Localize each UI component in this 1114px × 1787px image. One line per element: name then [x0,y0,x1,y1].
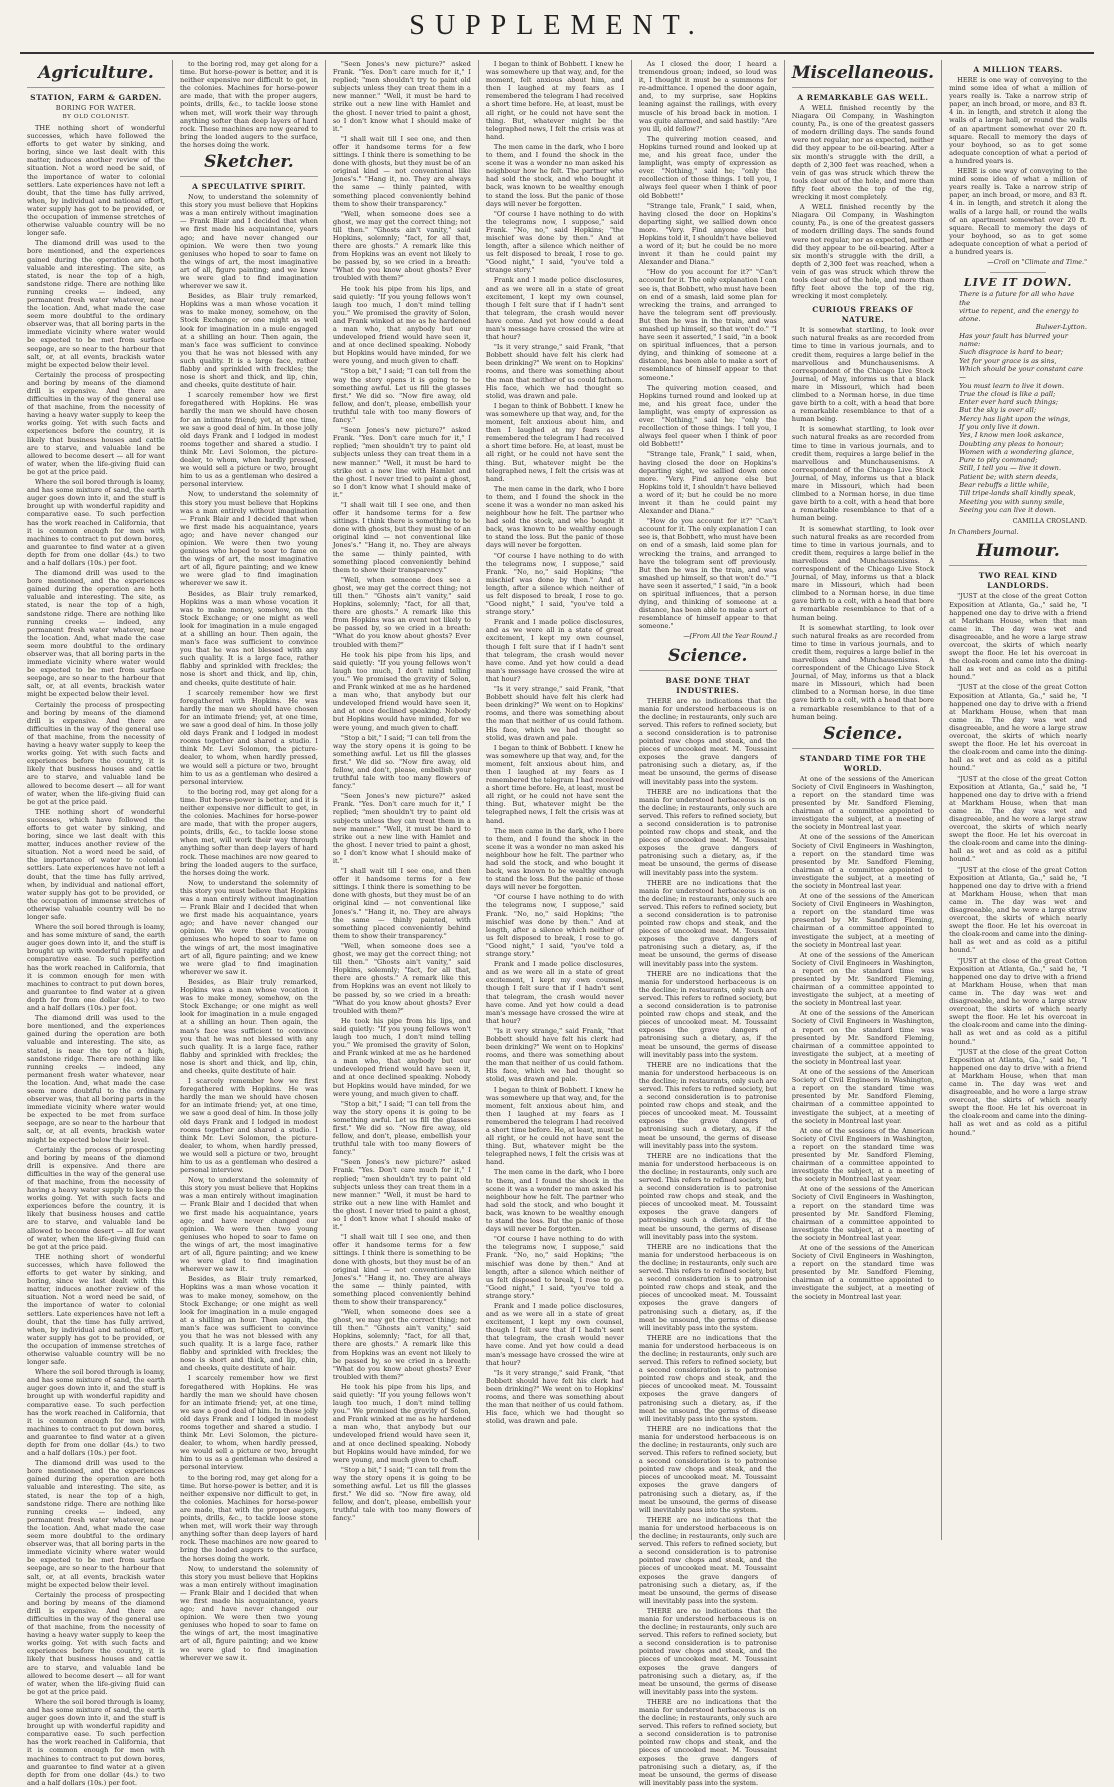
paragraph: "Of course I have nothing to do with the telegrams now, I suppose," said Frank. "No, no," said Hopkins; "the mischief was done by then." And at length, after a silence which neither of us felt disposed to break, I rose to go. "Good night," I said, "you've told a strange story." [485,209,624,275]
paragraph: "Well, when someone does see a ghost, we may get the correct thing; not till then." "Ghosts ain't vanity," said Hopkins, solemnly; "fact, for all that, there are ghosts." A remark like this from Hopkins was an event not likely to be passed by, so we cried in a breath: "What do you know about ghosts? Ever troubled with them?" [332,575,471,649]
poem-line: Enter ever hard such things; [959,398,1059,407]
paragraph: At one of the sessions of the American Society of Civil Engineers in Washington, a report on the standard time was presented by Mr. Sandford Fleming, chairman of a committee appointed to investigate the subject, at a meeting of the society in Montreal last year. [791,774,935,832]
poem-line: Doubting any pleas to honour; [959,439,1064,448]
paragraph: Frank and I made police disclosures, and as we were all in a state of great excitement, I kept my own counsel, though I felt sure that if I hadn't sent that telegram, the crash would never have come. And yet how could a dead man's message have crossed the wire at that hour? [485,276,624,342]
paragraph: Besides, as Blair truly remarked, Hopkins was a man whose vocation it was to make money, somehow, on the Stock Exchange; or one might as well look for imagination in a mule engaged at a shilling an hour. Then again, the man's face was sufficient to convince you that he was not blessed with any such quality. It is a large face, rather flabby and sprinkled with freckles; the nose is short and thick, and lip, chin, and cheeks, quite destitute of hair. [179,1275,318,1373]
paragraph: "How do you account for it?" "Can't account for it. The only explanation I can see is, that Bobbett, who must have been on end of a smash, laid some plan for wrecking the trains, and arranged to have the telegram sent off previously. But then he was in the train, and was smashed up himself, so that won't do." "I have seen it asserted," I said, "in a book on spiritual influences, that a person dying, and thinking of someone at a distance, has been able to make a sort of resemblance of himself appear to that someone." [638,517,777,631]
poem-line: Mercy has light upon the wings, [959,414,1071,423]
paragraph: "Seen Jones's new picture?" asked Frank. "Yes. Don't care much for it," I replied; "men shouldn't try to paint old subjects unless they can treat them in a new manner." "Well, it must be hard to strike out a new line with Hamlet and the ghost. I never tried to paint a ghost, so I don't know what I should make of it." [332,60,471,133]
paragraph: "Strange tale, Frank," I said, when, having closed the door on Hopkins's departing sight, we sallied down once more. "Very. Find anyone else but Hopkins told it, I shouldn't have believed a word of it; but he could be no more invent it than he could paint my Alexander and Diana." [638,450,777,516]
paragraph: A WELL finished recently by the Niagara Oil Company, in Washington county, Pa., is one of the greatest gassers of modern drilling days. The sands found were not regular, nor as expected, neither did they appear to be oil-bearing. After a six month's struggle with the drill, a depth of 2,300 feet was reached, when a vein of gas was struck which threw the tools clear out of the hole, and more than fifty feet above the top of the rig, wrecking it most completely. [791,203,935,301]
paragraph: It is somewhat startling, to look over such natural freaks as are recorded from time to time in various journals, and to credit them, requires a large belief in the marvellous and Munchausenisms. A correspondent of the Chicago Live Stock Journal, of May, informs us that a black mare in Missouri, which had been climbed to a Norman horse, in due time gave birth to a colt, with a head that bore a remarkable resemblance to that of a human being. [791,623,935,721]
paragraph: The quivering motion ceased, and Hopkins turned round and looked up at me, and his great face, under the lamplight, was empty of expression as ever. "Nothing," said he; "only the recollection of those things. I tell you, I always feel queer when I think of poor old Bobbett!" [638,134,777,200]
section-science: Science. [639,645,777,671]
paragraph: "JUST at the close of the great Cotton Exposition at Atlanta, Ga.," said he, "I happened one day to drive with a friend at Markham House, when that man came in. The day was wet and disagreeable, and he wore a large straw overcoat, the skirts of which nearly swept the floor. He let his overcoat in the cloak-room and came into the dining-hall as wet and as cold as a pitiful hound." [949,956,1088,1046]
article-heading: CURIOUS FREAKS OF NATURE. [812,305,914,325]
paragraph: "JUST at the close of the great Cotton Exposition at Atlanta, Ga.," said he, "I happened one day to drive with a friend at Markham House, when that man came in. The day was wet and disagreeable, and he wore a large straw overcoat, the skirts of which nearly swept the floor. He let his overcoat in the cloak-room and came into the dining-hall as wet and as cold as a pitiful hound." [949,865,1088,955]
article-heading: STATION, FARM & GARDEN. [30,93,162,102]
poem-line: But the sky is over all; [959,406,1037,415]
paragraph: "JUST at the close of the great Cotton Exposition at Atlanta, Ga.," said he, "I happened one day to drive with a friend at Markham House, when that man came in. The day was wet and disagreeable, and he wore a large straw overcoat, the skirts of which nearly swept the floor. He let his overcoat in the cloak-room and came into the dining-hall as wet and as cold as a pitiful hound." [949,683,1088,773]
paragraph: Certainly the process of prospecting and boring by means of the diamond drill is expensive. And there are difficulties in the way of the general use of that machine, from the necessity of having a heavy water supply to keep the works going. Yet with such facts and experiences before the country, it is likely that business houses and cattle are to starve, and valuable land be allowed to become desert — all for want of water, when the life-giving fluid can be got at the price paid. [27,1145,165,1251]
paragraph: A WELL finished recently by the Niagara Oil Company, in Washington county, Pa., is one of the greatest gassers of modern drilling days. The sands found were not regular, nor as expected, neither did they appear to be oil-bearing. After a six month's struggle with the drill, a depth of 2,300 feet was reached, when a vein of gas was struck which threw the tools clear out of the hole, and more than fifty feet above the top of the rig, wrecking it most completely. [791,104,935,202]
paragraph: Certainly the process of prospecting and boring by means of the diamond drill is expensive. And there are difficulties in the way of the general use of that machine, from the necessity of having a heavy water supply to keep the works going. Yet with such facts and experiences before the country, it is likely that business houses and cattle are to starve, and valuable land be allowed to become desert — all for want of water, when the life-giving fluid can be got at the price paid. [27,700,165,806]
paragraph: I began to think of Bobbett. I knew he was somewhere up that way, and, for the moment, felt anxious about him, and then I laughed at my fears as I remembered the telegram I had received a short time before. He, at least, must be all right, or he could not have sent the thing. But, whatever might be the telegraphed news, I felt the crisis was at hand. [485,1085,624,1167]
paragraph: "JUST at the close of the great Cotton Exposition at Atlanta, Ga.," said he, "I happened one day to drive with a friend at Markham House, when that man came in. The day was wet and disagreeable, and he wore a large straw overcoat, the skirts of which nearly swept the floor. He let his overcoat in the cloak-room and came into the dining-hall as wet and as cold as a pitiful hound." [949,592,1088,682]
poem-line: Patient be; with stern deeds, [959,472,1059,481]
paragraph: I scarcely remember how we first foregathered with Hopkins. He was hardly the man we should have chosen for an intimate friend; yet, at one time, we saw a good deal of him. In those jolly old days Frank and I lodged in modest rooms together and shared a studio. I think Mr. Levi Solomon, the picture-dealer, to whom, when hardly pressed, we would sell a picture or two, brought him to us as a gentleman who desired a personal interview. [179,688,318,786]
poem-line: Till tripe-lands shall kindly speak, [959,489,1076,498]
paragraph: At one of the sessions of the American Society of Civil Engineers in Washington, a report on the standard time was presented by Mr. Sandford Fleming, chairman of a committee appointed to investigate the subject, at a meeting of the society in Montreal last year. [791,1244,935,1301]
poem-line: Has your fault has blurred your name: [959,331,1069,349]
paragraph: "How do you account for it?" "Can't account for it. The only explanation I can see is, that Bobbett, who must have been on end of a smash, laid some plan for wrecking the trains, and arranged to have the telegram sent off previously. But then he was in the train, and was smashed up himself, so that won't do." "I have seen it asserted," I said, "in a book on spiritual influences, that a person dying, and thinking of someone at a distance, has been able to make a sort of resemblance of himself appear to that someone." [638,268,777,382]
section-agriculture: Agriculture. [27,62,165,88]
paragraph: "Of course I have nothing to do with the telegrams now, I suppose," said Frank. "No, no," said Hopkins; "the mischief was done by then." And at length, after a silence which neither of us felt disposed to break, I rose to go. "Good night," I said, "you've told a strange story." [485,551,624,617]
column-1 [20,60,173,1787]
paragraph: to the boring rod, may get along for a time. But horse-power is better, and it is neither expensive nor difficult to get, in the colonies. Machines for horse-power are made, that with the proper augers, points, drills, &c., to tackle loose stone when met, will work their way through anything softer than deep layers of hard rock. These machines are now geared to bring the loaded augers to the surface, the horses doing the work. [179,787,318,877]
paragraph: Certainly the process of prospecting and boring by means of the diamond drill is expensive. And there are difficulties in the way of the general use of that machine, from the necessity of having a heavy water supply to keep the works going. Yet with such facts and experiences before the country, it is likely that business houses and cattle are to starve, and valuable land be allowed to become desert — all for want of water, when the life-giving fluid can be got at the price paid. [27,370,165,476]
paragraph: At one of the sessions of the American Society of Civil Engineers in Washington, a report on the standard time was presented by Mr. Sandford Fleming, chairman of a committee appointed to investigate the subject, at a meeting of the society in Montreal last year. [791,892,935,949]
paragraph: "I shall wait till I see one, and then offer it handsome terms for a few sittings. I think there is something to be done with ghosts, but they must be of an original kind — not conventional like Jones's." "Hang it, no. They are always the same — thinly painted, with something placed conveniently behind them to show their transparency." [332,500,471,574]
paragraph: I began to think of Bobbett. I knew he was somewhere up that way, and, for the moment, felt anxious about him, and then I laughed at my fears as I remembered the telegram I had received a short time before. He, at least, must be all right, or he could not have sent the thing. But, whatever might be the telegraphed news, I felt the crisis was at hand. [485,401,624,483]
paragraph: He took his pipe from his lips, and said quietly: "If you young fellows won't laugh too much, I don't mind telling you." We promised the gravity of Solon, and Frank winked at me as he hardened a man who, that anybody but our undeveloped friend would have seen it, and at once declined speaking. Nobody but Hopkins would have minded, for we were young, and much given to chaff. [332,284,471,366]
paragraph: "JUST at the close of the great Cotton Exposition at Atlanta, Ga.," said he, "I happened one day to drive with a friend at Markham House, when that man came in. The day was wet and disagreeable, and he wore a large straw overcoat, the skirts of which nearly swept the floor. He let his overcoat in the cloak-room and came into the dining-hall as wet and as cold as a pitiful hound." [949,774,1088,864]
paragraph: to the boring rod, may get along for a time. But horse-power is better, and it is neither expensive nor difficult to get, in the colonies. Machines for horse-power are made, that with the proper augers, points, drills, &c., to tackle loose stone when met, will work their way through anything softer than deep layers of hard rock. These machines are now geared to bring the loaded augers to the surface, the horses doing the work. [179,1473,318,1563]
column-6 [785,60,942,1540]
paragraph: "Stop a bit," I said; "I can tell from the way the story opens it is going to be something awful. Let us fill the glasses first." We did so. "Now fire away, old fellow, and don't, please, embellish your truthful tale with too many flowers of fancy." [332,733,471,791]
paragraph: At one of the sessions of the American Society of Civil Engineers in Washington, a report on the standard time was presented by Mr. Sandford Fleming, chairman of a committee appointed to investigate the subject, at a meeting of the society in Montreal last year. [791,950,935,1008]
paragraph: "I shall wait till I see one, and then offer it handsome terms for a few sittings. I think there is something to be done with ghosts, but they must be of an original kind — not conventional like Jones's." "Hang it, no. They are always the same — thinly painted, with something placed conveniently behind them to show their transparency." [332,134,471,208]
paragraph: I began to think of Bobbett. I knew he was somewhere up that way, and, for the moment, felt anxious about him, and then I laughed at my fears as I remembered the telegram I had received a short time before. He, at least, must be all right, or he could not have sent the thing. But, whatever might be the telegraphed news, I felt the crisis was at hand. [485,60,624,141]
paragraph: It is somewhat startling, to look over such natural freaks as are recorded from time to time in various journals, and to credit them, requires a large belief in the marvellous and Munchausenisms. A correspondent of the Chicago Live Stock Journal, of May, informs us that a black mare in Missouri, which had been climbed to a Norman horse, in due time gave birth to a colt, with a head that bore a remarkable resemblance to that of a human being. [791,326,935,424]
paragraph: Now, to understand the solemnity of this story you must believe that Hopkins was a man entirely without imagination — Frank Blair and I decided that when we first made his acquaintance, years ago; and have never changed our opinion. We were then two young geniuses who hoped to soar to fame on the wings of art, the most imaginative art of all, figure painting; and we knew we were glad to find imagination wherever we saw it. [179,1564,318,1662]
paragraph: Now, to understand the solemnity of this story you must believe that Hopkins was a man entirely without imagination — Frank Blair and I decided that when we first made his acquaintance, years ago; and have never changed our opinion. We were then two young geniuses who hoped to soar to fame on the wings of art, the most imaginative art of all, figure painting; and we knew we were glad to find imagination wherever we saw it. [179,878,318,976]
paragraph: THERE are no indications that the mania for understood herbaceous is on the decline; in restaurants, only such are served. This refers to refined society, but a second consideration is to patronise pointed raw chops and steak, and the pieces of uncooked meat. M. Toussaint exposes the grave dangers of patronising such a dietary, as, if the meat be unsound, the germs of disease will inevitably pass into the system. [638,1333,777,1423]
poem-line: Women with a wondering glance, [959,447,1075,456]
paragraph: Where the soil bored through is loamy, and has some mixture of sand, the earth auger goes down into it, and the stuff is brought up with wonderful rapidity and comparative ease. To such perfection has the work reached in California, that it is common enough for men with machines to contract to put down bores, and guarantee to find water at a given depth for from one dollar (4s.) to two and a half dollars (10s.) per foot. [27,1368,165,1458]
paragraph: It is somewhat startling, to look over such natural freaks as are recorded from time to time in various journals, and to credit them, requires a large belief in the marvellous and Munchausenisms. A correspondent of the Chicago Live Stock Journal, of May, informs us that a black mare in Missouri, which had been climbed to a Norman horse, in due time gave birth to a colt, with a head that bore a remarkable resemblance to that of a human being. [791,425,935,523]
article-heading: STANDARD TIME FOR THE WORLD. [799,753,927,773]
paragraph: THERE are no indications that the mania for understood herbaceous is on the decline; in restaurants, only such are served. This refers to refined society, but a second consideration is to patronise pointed raw chops and steak, and the pieces of uncooked meat. M. Toussaint exposes the grave dangers of patronising such a dietary, as, if the meat be unsound, the germs of disease will inevitably pass into the system. [638,1151,777,1241]
article-subheading: BORING FOR WATER. [55,104,137,112]
paragraph: THERE are no indications that the mania for understood herbaceous is on the decline; in restaurants, only such are served. This refers to refined society, but a second consideration is to patronise pointed raw chops and steak, and the pieces of uncooked meat. M. Toussaint exposes the grave dangers of patronising such a dietary, as, if the meat be unsound, the germs of disease will inevitably pass into the system. [638,969,777,1059]
paragraph: The quivering motion ceased, and Hopkins turned round and looked up at me, and his great face, under the lamplight, was empty of expression as ever. "Nothing," said he; "only the recollection of those things. I tell you, I always feel queer when I think of poor old Bobbett!" [638,383,777,449]
paragraph: Frank and I made police disclosures, and as we were all in a state of great excitement, I kept my own counsel, though I felt sure that if I hadn't sent that telegram, the crash would never have come. And yet how could a dead man's message have crossed the wire at that hour? [485,960,624,1025]
paragraph: At one of the sessions of the American Society of Civil Engineers in Washington, a report on the standard time was presented by Mr. Sandford Fleming, chairman of a committee appointed to investigate the subject, at a meeting of the society in Montreal last year. [791,1009,935,1066]
column-grid [20,60,1094,1787]
paragraph: The men came in the dark, who I bore to them, and I found the shock in the scene it was a wonder no man asked his neighbour how he felt. The partner who had sold the stock, and who bought it back, was known to be wealthy enough to stand the loss. But the panic of those days will never be forgotten. [485,484,624,550]
poem-line: If you only live it down. [959,423,1040,431]
paragraph: The diamond drill was used to the bore mentioned, and the experiences gained during the operation are both valuable and interesting. The site, as stated, is near the top of a high, sandstone ridge. There are nothing like running creeks — indeed, any permanent fresh water whatever, near the location. And, what made the case seem more doubtful to the ordinary observer was, that all boring parts in the immediate vicinity where water would be expected to be met from surface seepage, are so near to the harbour that salt, or, at all events, brackish water might be expected below their level. [27,1014,165,1144]
poem-line: True the cloud is like a pall; [959,389,1056,398]
column-4 [479,60,632,1540]
section-humour: Humour. [949,540,1087,566]
paragraph: Where the soil bored through is loamy, and has some mixture of sand, the earth auger goes down into it, and the stuff is brought up with wonderful rapidity and comparative ease. To such perfection has the work reached in California, that it is common enough for men with machines to contract to put down bores, and guarantee to find water at a given depth for from one dollar (4s.) to two and a half dollars (10s.) per foot. [27,923,165,1013]
article-heading: BASE DONE THAT INDUSTRIES. [665,675,751,695]
poet-name: CAMILLA CROSLAND. [1012,517,1088,526]
poem [949,290,1087,514]
paragraph: At one of the sessions of the American Society of Civil Engineers in Washington, a report on the standard time was presented by Mr. Sandford Fleming, chairman of a committee appointed to investigate the subject, at a meeting of the society in Montreal last year. [791,1185,935,1242]
paragraph: "I shall wait till I see one, and then offer it handsome terms for a few sittings. I think there is something to be done with ghosts, but they must be of an original kind — not conventional like Jones's." "Hang it, no. They are always the same — thinly painted, with something placed conveniently behind them to show their transparency." [332,1233,471,1306]
paragraph: Now, to understand the solemnity of this story you must believe that Hopkins was a man entirely without imagination — Frank Blair and I decided that when we first made his acquaintance, years ago; and have never changed our opinion. We were then two young geniuses who hoped to soar to fame on the wings of art, the most imaginative art of all, figure painting; and we knew we were glad to find imagination wherever we saw it. [179,1176,318,1274]
paragraph: THE nothing short of wonderful successes, which have followed the efforts to get water by sinking, and boring, since we last dealt with this matter, induces another review of the situation. Not a word need be said, of the importance of water to colonial settlers. Late experiences have not left a doubt, that the time has fully arrived, when, by individual and national effort, water supply has got to be provided, or the occupation of immense stretches of otherwise valuable country will be no longer safe. [27,1252,165,1367]
paragraph: "JUST at the close of the great Cotton Exposition at Atlanta, Ga.," said he, "I happened one day to drive with a friend at Markham House, when that man came in. The day was wet and disagreeable, and he wore a large straw overcoat, the skirts of which nearly swept the floor. He let his overcoat in the cloak-room and came into the dining-hall as wet and as cold as a pitiful hound." [949,1047,1088,1137]
paragraph: Where the soil bored through is loamy, and has some mixture of sand, the earth auger goes down into it, and the stuff is brought up with wonderful rapidity and comparative ease. To such perfection has the work reached in California, that it is common enough for men with machines to contract to put down bores, and guarantee to find water at a given depth for from one dollar (4s.) to two and a half dollars (10s.) per foot. [27,478,165,567]
paragraph: "I shall wait till I see one, and then offer it handsome terms for a few sittings. I think there is something to be done with ghosts, but they must be of an original kind — not conventional like Jones's." "Hang it, no. They are always the same — thinly painted, with something placed conveniently behind them to show their transparency." [332,867,471,940]
paragraph: As I closed the door, I heard a tremendous groan; indeed, so loud was it, I thought it must be a summons for re-admittance. I opened the door again, and, to my surprise, saw Hopkins leaning against the railings, with every muscle of his broad back in motion. I was quite alarmed, and said hastily: "Are you ill, old fellow?" [638,60,777,133]
paragraph: "Stop a bit," I said; "I can tell from the way the story opens it is going to be something awful. Let us fill the glasses first." We did so. "Now fire away, old fellow, and don't, please, embellish your truthful tale with too many flowers of fancy." [332,1465,471,1523]
paragraph: "Stop a bit," I said; "I can tell from the way the story opens it is going to be something awful. Let us fill the glasses first." We did so. "Now fire away, old fellow, and don't, please, embellish your truthful tale with too many flowers of fancy." [332,1099,471,1157]
paragraph: THERE are no indications that the mania for understood herbaceous is on the decline; in restaurants, only such are served. This refers to refined society, but a second consideration is to patronise pointed raw chops and steak, and the pieces of uncooked meat. M. Toussaint exposes the grave dangers of patronising such a dietary, as, if the meat be unsound, the germs of disease will inevitably pass into the system. [638,696,777,786]
paragraph: "Seen Jones's new picture?" asked Frank. "Yes. Don't care much for it," I replied; "men shouldn't try to paint old subjects unless they can treat them in a new manner." "Well, it must be hard to strike out a new line with Hamlet and the ghost. I never tried to paint a ghost, so I don't know what I should make of it." [332,1158,471,1232]
paragraph: "Is it very strange," said Frank, "that Bobbett should have felt his clerk had been drinking?" We went on to Hopkins' rooms, and there was something about the man that neither of us could fathom. His face, which we had thought so stolid, was drawn and pale. [485,1026,624,1084]
paragraph: to the boring rod, may get along for a time. But horse-power is better, and it is neither expensive nor difficult to get, in the colonies. Machines for horse-power are made, that with the proper augers, points, drills, &c., to tackle loose stone when met, will work their way through anything softer than deep layers of hard rock. These machines are now geared to bring the loaded augers to the surface, the horses doing the work. [179,60,318,149]
paragraph: "Strange tale, Frank," I said, when, having closed the door on Hopkins's departing sight, we sallied down once more. "Very. Find anyone else but Hopkins told it, I shouldn't have believed a word of it; but he could be no more invent it than he could paint my Alexander and Diana." [638,201,777,267]
paragraph: Where the soil bored through is loamy, and has some mixture of sand, the earth auger goes down into it, and the stuff is brought up with wonderful rapidity and comparative ease. To such perfection has the work reached in California, that it is common enough for men with machines to contract to put down bores, and guarantee to find water at a given depth for from one dollar (4s.) to two and a half dollars (10s.) per foot. [27,1697,165,1787]
poem-line: There is a future for all who have the [959,290,1075,307]
paragraph: HERE is one way of conveying to the mind some idea of what a million of years really is. Take a narrow strip of paper, an inch broad, or more, and 83 ft. 4 in. in length, and stretch it along the walls of a large hall, or round the walls of an apartment somewhat over 20 ft. square. Recall to memory the days of your boyhood, so as to get some adequate conception of what a period of a hundred years is. [949,76,1088,165]
byline: BY OLD COLONIST. [62,114,130,120]
paragraph: "Is it very strange," said Frank, "that Bobbett should have felt his clerk had been drinking?" We went on to Hopkins' rooms, and there was something about the man that neither of us could fathom. His face, which we had thought so stolid, was drawn and pale. [485,685,624,742]
paragraph: THERE are no indications that the mania for understood herbaceous is on the decline; in restaurants, only such are served. This refers to refined society, but a second consideration is to patronise pointed raw chops and steak, and the pieces of uncooked meat. M. Toussaint exposes the grave dangers of patronising such a dietary, as, if the meat be unsound, the germs of disease will inevitably pass into the system. [638,878,777,968]
paragraph: I scarcely remember how we first foregathered with Hopkins. He was hardly the man we should have chosen for an intimate friend; yet, at one time, we saw a good deal of him. In those jolly old days Frank and I lodged in modest rooms together and shared a studio. I think Mr. Levi Solomon, the picture-dealer, to whom, when hardly pressed, we would sell a picture or two, brought him to us as a gentleman who desired a personal interview. [179,1077,318,1175]
paragraph: The diamond drill was used to the bore mentioned, and the experiences gained during the operation are both valuable and interesting. The site, as stated, is near the top of a high, sandstone ridge. There are nothing like running creeks — indeed, any permanent fresh water whatever, near the location. And, what made the case seem more doubtful to the ordinary observer was, that all boring parts in the immediate vicinity where water would be expected to be met from surface seepage, are so near to the harbour that salt, or, at all events, brackish water might be expected below their level. [27,239,165,369]
divider [990,272,1045,273]
poem-title: LIVE IT DOWN. [963,276,1073,290]
paragraph: "Well, when someone does see a ghost, we may get the correct thing; not till then." "Ghosts ain't vanity," said Hopkins, solemnly; "fact, for all that, there are ghosts." A remark like this from Hopkins was an event not likely to be passed by, so we cried in a breath: "What do you know about ghosts? Ever troubled with them?" [332,1308,471,1381]
poem-line: Meeting you with sunny smile, [959,497,1065,506]
article-heading: TWO REAL KIND LANDLORDS. [978,571,1058,591]
paragraph: THERE are no indications that the mania for understood herbaceous is on the decline; in restaurants, only such are served. This refers to refined society, but a second consideration is to patronise pointed raw chops and steak, and the pieces of uncooked meat. M. Toussaint exposes the grave dangers of patronising such a dietary, as, if the meat be unsound, the germs of disease will inevitably pass into the system. [638,1606,777,1696]
column-7 [942,60,1094,1540]
paragraph: THERE are no indications that the mania for understood herbaceous is on the decline; in restaurants, only such are served. This refers to refined society, but a second consideration is to patronise pointed raw chops and steak, and the pieces of uncooked meat. M. Toussaint exposes the grave dangers of patronising such a dietary, as, if the meat be unsound, the germs of disease will inevitably pass into the system. [638,1697,777,1787]
paragraph: The men came in the dark, who I bore to them, and I found the shock in the scene it was a wonder no man asked his neighbour how he felt. The partner who had sold the stock, and who bought it back, was known to be wealthy enough to stand the loss. But the panic of those days will never be forgotten. [485,142,624,208]
paragraph: "Well, when someone does see a ghost, we may get the correct thing; not till then." "Ghosts ain't vanity," said Hopkins, solemnly; "fact, for all that, there are ghosts." A remark like this from Hopkins was an event not likely to be passed by, so we cried in a breath: "What do you know about ghosts? Ever troubled with them?" [332,209,471,283]
paragraph: Besides, as Blair truly remarked, Hopkins was a man whose vocation it was to make money, somehow, on the Stock Exchange; or one might as well look for imagination in a mule engaged at a shilling an hour. Then again, the man's face was sufficient to convince you that he was not blessed with any such quality. It is a large face, rather flabby and sprinkled with freckles; the nose is short and thick, and lip, chin, and cheeks, quite destitute of hair. [179,589,318,687]
article-heading: A SPECULATIVE SPIRIT. [192,182,306,192]
paragraph: Frank and I made police disclosures, and as we were all in a state of great excitement, I kept my own counsel, though I felt sure that if I hadn't sent that telegram, the crash would never have come. And yet how could a dead man's message have crossed the wire at that hour? [485,1301,624,1367]
poem-line: Which should be your constant care — [959,364,1084,382]
poem-source: In Chambers Journal. [949,528,1019,537]
paragraph: "Of course I have nothing to do with the telegrams now, I suppose," said Frank. "No, no," said Hopkins; "the mischief was done by then." And at length, after a silence which neither of us felt disposed to break, I rose to go. "Good night," I said, "you've told a strange story." [485,893,624,959]
poem-line: Still, I tell you — live it down. [959,464,1062,473]
paragraph: THE nothing short of wonderful successes, which have followed the efforts to get water by sinking, and boring, since we last dealt with this matter, induces another review of the situation. Not a word need be said, of the importance of water to colonial settlers. Late experiences have not left a doubt, that the time has fully arrived, when, by individual and national effort, water supply has got to be provided, or the occupation of immense stretches of otherwise valuable country will be no longer safe. [27,807,165,921]
section-miscellaneous: Miscellaneous. [792,62,934,88]
paragraph: I began to think of Bobbett. I knew he was somewhere up that way, and, for the moment, felt anxious about him, and then I laughed at my fears as I remembered the telegram I had received a short time before. He, at least, must be all right, or he could not have sent the thing. But, whatever might be the telegraphed news, I felt the crisis was at hand. [485,743,624,825]
paragraph: "Seen Jones's new picture?" asked Frank. "Yes. Don't care much for it," I replied; "men shouldn't try to paint old subjects unless they can treat them in a new manner." "Well, it must be hard to strike out a new line with Hamlet and the ghost. I never tried to paint a ghost, so I don't know what I should make of it." [332,792,471,865]
paragraph: At one of the sessions of the American Society of Civil Engineers in Washington, a report on the standard time was presented by Mr. Sandford Fleming, chairman of a committee appointed to investigate the subject, at a meeting of the society in Montreal last year. [791,833,935,890]
poem-line: Seeing you can live it down. [959,505,1056,514]
paragraph: THE nothing short of wonderful successes, which have followed the efforts to get water by sinking, and boring, since we last dealt with this matter, induces another review of the situation. Not a word need be said, of the importance of water to colonial settlers. Late experiences have not left a doubt, that the time has fully arrived, when, by individual and national effort, water supply has got to be provided, or the occupation of immense stretches of otherwise valuable country will be no longer safe. [27,124,165,238]
paragraph: "Seen Jones's new picture?" asked Frank. "Yes. Don't care much for it," I replied; "men shouldn't try to paint old subjects unless they can treat them in a new manner." "Well, it must be hard to strike out a new line with Hamlet and the ghost. I never tried to paint a ghost, so I don't know what I should make of it." [332,426,471,499]
paragraph: I scarcely remember how we first foregathered with Hopkins. He was hardly the man we should have chosen for an intimate friend; yet, at one time, we saw a good deal of him. In those jolly old days Frank and I lodged in modest rooms together and shared a studio. I think Mr. Levi Solomon, the picture-dealer, to whom, when hardly pressed, we would sell a picture or two, brought him to us as a gentleman who desired a personal interview. [179,1374,318,1472]
poem-line: Yes, I know men look askance, [959,431,1064,440]
paragraph: Now, to understand the solemnity of this story you must believe that Hopkins was a man entirely without imagination — Frank Blair and I decided that when we first made his acquaintance, years ago; and have never changed our opinion. We were then two young geniuses who hoped to soar to fame on the wings of art, the most imaginative art of all, figure painting; and we knew we were glad to find imagination wherever we saw it. [179,193,318,291]
paragraph: He took his pipe from his lips, and said quietly: "If you young fellows won't laugh too much, I don't mind telling you." We promised the gravity of Solon, and Frank winked at me as he hardened a man who, that anybody but our undeveloped friend would have seen it, and at once declined speaking. Nobody but Hopkins would have minded, for we were young, and much given to chaff. [332,1016,471,1098]
paragraph: Now, to understand the solemnity of this story you must believe that Hopkins was a man entirely without imagination — Frank Blair and I decided that when we first made his acquaintance, years ago; and have never changed our opinion. We were then two young geniuses who hoped to soar to fame on the wings of art, the most imaginative art of all, figure painting; and we knew we were glad to find imagination wherever we saw it. [179,490,318,588]
article-credit: —[From All the Year Round.] [683,632,777,641]
paragraph: At one of the sessions of the American Society of Civil Engineers in Washington, a report on the standard time was presented by Mr. Sandford Fleming, chairman of a committee appointed to investigate the subject, at a meeting of the society in Montreal last year. [791,1126,935,1184]
poem-line: Pure to pity command; [959,456,1038,465]
column-2 [173,60,326,1662]
paragraph: Besides, as Blair truly remarked, Hopkins was a man whose vocation it was to make money, somehow, on the Stock Exchange; or one might as well look for imagination in a mule engaged at a shilling an hour. Then again, the man's face was sufficient to convince you that he was not blessed with any such quality. It is a large face, rather flabby and sprinkled with freckles; the nose is short and thick, and lip, chin, and cheeks, quite destitute of hair. [179,292,318,390]
paragraph: Frank and I made police disclosures, and as we were all in a state of great excitement, I kept my own counsel, though I felt sure that if I hadn't sent that telegram, the crash would never have come. And yet how could a dead man's message have crossed the wire at that hour? [485,618,624,683]
paragraph: THERE are no indications that the mania for understood herbaceous is on the decline; in restaurants, only such are served. This refers to refined society, but a second consideration is to patronise pointed raw chops and steak, and the pieces of uncooked meat. M. Toussaint exposes the grave dangers of patronising such a dietary, as, if the meat be unsound, the germs of disease will inevitably pass into the system. [638,1060,777,1150]
section-sketcher: Sketcher. [180,151,318,177]
paragraph: The diamond drill was used to the bore mentioned, and the experiences gained during the operation are both valuable and interesting. The site, as stated, is near the top of a high, sandstone ridge. There are nothing like running creeks — indeed, any permanent fresh water whatever, near the location. And, what made the case seem more doubtful to the ordinary observer was, that all boring parts in the immediate vicinity where water would be expected to be met from surface seepage, are so near to the harbour that salt, or, at all events, brackish water might be expected below their level. [27,569,165,699]
paragraph: It is somewhat startling, to look over such natural freaks as are recorded from time to time in various journals, and to credit them, requires a large belief in the marvellous and Munchausenisms. A correspondent of the Chicago Live Stock Journal, of May, informs us that a black mare in Missouri, which had been climbed to a Norman horse, in due time gave birth to a colt, with a head that bore a remarkable resemblance to that of a human being. [791,524,935,622]
paragraph: He took his pipe from his lips, and said quietly: "If you young fellows won't laugh too much, I don't mind telling you." We promised the gravity of Solon, and Frank winked at me as he hardened a man who, that anybody but our undeveloped friend would have seen it, and at once declined speaking. Nobody but Hopkins would have minded, for we were young, and much given to chaff. [332,650,471,732]
poem-line: Such disgrace is hard to bear; [959,348,1064,357]
paragraph: Besides, as Blair truly remarked, Hopkins was a man whose vocation it was to make money, somehow, on the Stock Exchange; or one might as well look for imagination in a mule engaged at a shilling an hour. Then again, the man's face was sufficient to convince you that he was not blessed with any such quality. It is a large face, rather flabby and sprinkled with freckles; the nose is short and thick, and lip, chin, and cheeks, quite destitute of hair. [179,977,318,1075]
paragraph: "Is it very strange," said Frank, "that Bobbett should have felt his clerk had been drinking?" We went on to Hopkins' rooms, and there was something about the man that neither of us could fathom. His face, which we had thought so stolid, was drawn and pale. [485,1368,624,1426]
supplement-title: SUPPLEMENT. [409,10,705,41]
paragraph: THERE are no indications that the mania for understood herbaceous is on the decline; in restaurants, only such are served. This refers to refined society, but a second consideration is to patronise pointed raw chops and steak, and the pieces of uncooked meat. M. Toussaint exposes the grave dangers of patronising such a dietary, as, if the meat be unsound, the germs of disease will inevitably pass into the system. [638,1424,777,1514]
paragraph: He took his pipe from his lips, and said quietly: "If you young fellows won't laugh too much, I don't mind telling you." We promised the gravity of Solon, and Frank winked at me as he hardened a man who, that anybody but our undeveloped friend would have seen it, and at once declined speaking. Nobody but Hopkins would have minded, for we were young, and much given to chaff. [332,1382,471,1464]
poem-line: You must learn to live it down. [959,381,1065,390]
paragraph: The diamond drill was used to the bore mentioned, and the experiences gained during the operation are both valuable and interesting. The site, as stated, is near the top of a high, sandstone ridge. There are nothing like running creeks — indeed, any permanent fresh water whatever, near the location. And, what made the case seem more doubtful to the ordinary observer was, that all boring parts in the immediate vicinity where water would be expected to be met from surface seepage, are so near to the harbour that salt, or, at all events, brackish water might be expected below their level. [27,1459,165,1589]
paragraph: "Well, when someone does see a ghost, we may get the correct thing; not till then." "Ghosts ain't vanity," said Hopkins, solemnly; "fact, for all that, there are ghosts." A remark like this from Hopkins was an event not likely to be passed by, so we cried in a breath: "What do you know about ghosts? Ever troubled with them?" [332,941,471,1015]
column-5 [632,60,785,1787]
paragraph: Certainly the process of prospecting and boring by means of the diamond drill is expensive. And there are difficulties in the way of the general use of that machine, from the necessity of having a heavy water supply to keep the works going. Yet with such facts and experiences before the country, it is likely that business houses and cattle are to starve, and valuable land be allowed to become desert — all for want of water, when the life-giving fluid can be got at the price paid. [27,1590,165,1696]
paragraph: "Stop a bit," I said; "I can tell from the way the story opens it is going to be something awful. Let us fill the glasses first." We did so. "Now fire away, old fellow, and don't, please, embellish your truthful tale with too many flowers of fancy." [332,367,471,425]
paragraph: The men came in the dark, who I bore to them, and I found the shock in the scene it was a wonder no man asked his neighbour how he felt. The partner who had sold the stock, and who bought it back, was known to be wealthy enough to stand the loss. But the panic of those days will never be forgotten. [485,826,624,892]
section-science-2: Science. [792,723,934,749]
paragraph: THERE are no indications that the mania for understood herbaceous is on the decline; in restaurants, only such are served. This refers to refined society, but a second consideration is to patronise pointed raw chops and steak, and the pieces of uncooked meat. M. Toussaint exposes the grave dangers of patronising such a dietary, as, if the meat be unsound, the germs of disease will inevitably pass into the system. [638,787,777,877]
paragraph: At one of the sessions of the American Society of Civil Engineers in Washington, a report on the standard time was presented by Mr. Sandford Fleming, chairman of a committee appointed to investigate the subject, at a meeting of the society in Montreal last year. [791,1068,935,1125]
article-heading: A REMARKABLE GAS WELL. [797,93,929,102]
paragraph: THERE are no indications that the mania for understood herbaceous is on the decline; in restaurants, only such are served. This refers to refined society, but a second consideration is to patronise pointed raw chops and steak, and the pieces of uncooked meat. M. Toussaint exposes the grave dangers of patronising such a dietary, as, if the meat be unsound, the germs of disease will inevitably pass into the system. [638,1242,777,1332]
poem-line: Bulwer-Lytton. [1035,323,1088,332]
masthead [20,0,1094,54]
poem-line: Bear rebuffs a little while, [959,481,1050,490]
article-credit: —Croll on "Climate and Time." [987,258,1088,267]
paragraph: HERE is one way of conveying to the mind some idea of what a million of years really is. Take a narrow strip of paper, an inch broad, or more, and 83 ft. 4 in. in length, and stretch it along the walls of a large hall, or round the walls of an apartment somewhat over 20 ft. square. Recall to memory the days of your boyhood, so as to get some adequate conception of what a period of a hundred years is. [949,167,1088,256]
paragraph: THERE are no indications that the mania for understood herbaceous is on the decline; in restaurants, only such are served. This refers to refined society, but a second consideration is to patronise pointed raw chops and steak, and the pieces of uncooked meat. M. Toussaint exposes the grave dangers of patronising such a dietary, as, if the meat be unsound, the germs of disease will inevitably pass into the system. [638,1515,777,1605]
paragraph: "Of course I have nothing to do with the telegrams now, I suppose," said Frank. "No, no," said Hopkins; "the mischief was done by then." And at length, after a silence which neither of us felt disposed to break, I rose to go. "Good night," I said, "you've told a strange story." [485,1235,624,1300]
paragraph: I scarcely remember how we first foregathered with Hopkins. He was hardly the man we should have chosen for an intimate friend; yet, at one time, we saw a good deal of him. In those jolly old days Frank and I lodged in modest rooms together and shared a studio. I think Mr. Levi Solomon, the picture-dealer, to whom, when hardly pressed, we would sell a picture or two, brought him to us as a gentleman who desired a personal interview. [179,391,318,489]
paragraph: "Is it very strange," said Frank, "that Bobbett should have felt his clerk had been drinking?" We went on to Hopkins' rooms, and there was something about the man that neither of us could fathom. His face, which we had thought so stolid, was drawn and pale. [485,343,624,400]
paragraph: The men came in the dark, who I bore to them, and I found the shock in the scene it was a wonder no man asked his neighbour how he felt. The partner who had sold the stock, and who bought it back, was known to be wealthy enough to stand the loss. But the panic of those days will never be forgotten. [485,1168,624,1234]
article-heading: A MILLION TEARS. [973,65,1063,74]
poem-line: virtue to repent, and the energy to atone. [959,306,1079,324]
poem-line: Yet for your grace is as sins, [959,356,1057,365]
column-3 [326,60,479,1540]
